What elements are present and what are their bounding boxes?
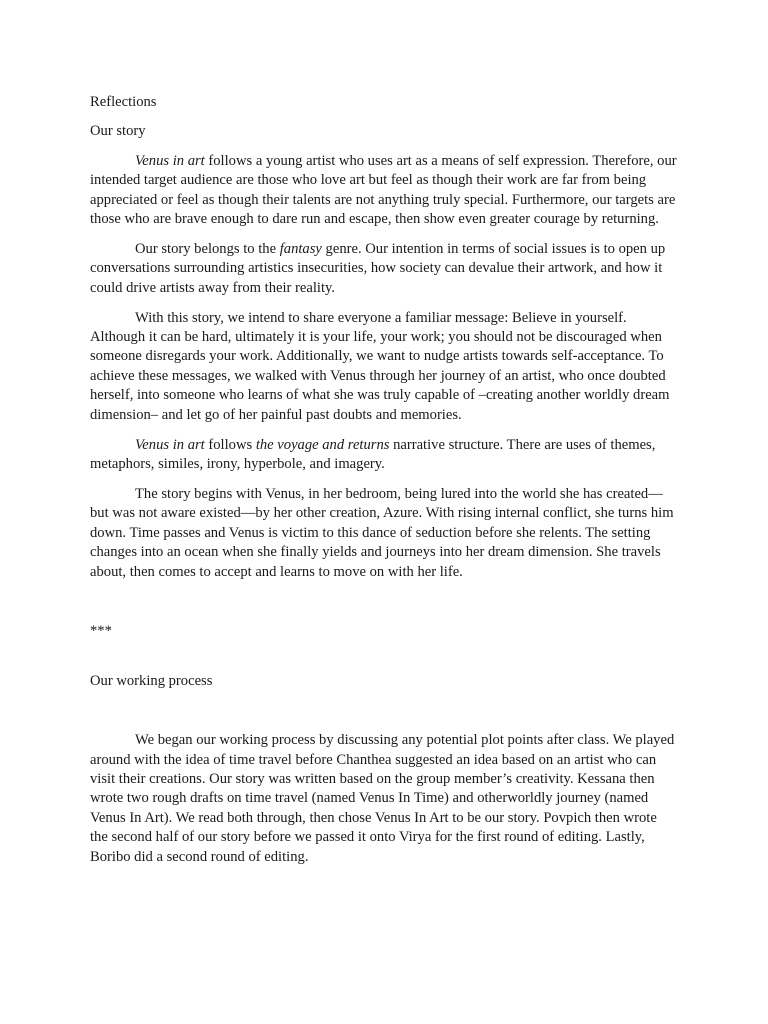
italic-text: fantasy	[279, 240, 322, 257]
text-run: follows	[204, 436, 256, 453]
document-title: Reflections	[90, 94, 157, 110]
body-paragraph	[90, 152, 678, 230]
body-paragraph	[90, 731, 678, 867]
spacer	[90, 701, 678, 731]
italic-text: Venus in art	[135, 436, 205, 453]
italic-text: Venus in art	[135, 152, 205, 169]
text-run: We began our working process by discussing any potential plot points after class. We played around with the idea of time travel before Chanthea suggested an idea based on an artist who can visit their creations. Our story was written based on the group member’s creativity. Kessana then wrote two rough drafts on time travel (named Venus In Time) and otherworldly journey (named Venus In Art). We read both through, then chose Venus In Art to be our story. Povpich then wrote the second half of our story before we passed it onto Virya for the first round of editing. Lastly, Boribo did a second round of editing.	[90, 732, 675, 865]
body-paragraph	[90, 309, 678, 425]
text-run: The story begins with Venus, in her bedroom, being lured into the world she has created—but was not aware existed—by her other creation, Azure. With rising internal conflict, she turns him down. Time passes and Venus is victim to this dance of seduction before she relents. The setting changes into an ocean when she finally yields and journeys into her dream dimension. She travels about, then comes to accept and learns to move on with her life.	[90, 485, 674, 580]
text-run: With this story, we intend to share everyone a familiar message: Believe in yourself. Although it can be hard, ultimately it is your life, your work; you should not be discouraged when someone disregards your work. Additionally, we want to nudge artists towards self-acceptance. To achieve these messages, we walked with Venus through her journey of an artist, who once doubted herself, into someone who learns of what she was truly capable of –creating another worldly dream dimension– and let go of her painful past doubts and memories.	[90, 309, 670, 423]
text-run: Our story belongs to the	[135, 240, 280, 257]
italic-text: the voyage and returns	[255, 436, 390, 453]
section-working-process	[90, 731, 678, 867]
section-heading-our-story: Our story	[90, 123, 146, 140]
section-separator: ***	[90, 623, 112, 640]
body-paragraph	[90, 240, 678, 298]
text-run: follows a young artist who uses art as a means of self expression. Therefore, our intended target audience are those who love art but feel as though their work are far from being appreciated or feel as though their talents are not anything truly special. Furthermore, our targets are those who are brave enough to dare run and escape, then show even greater courage by returning.	[90, 152, 677, 228]
section-heading-working-process: Our working process	[90, 672, 213, 689]
body-paragraph	[90, 436, 678, 475]
body-paragraph	[90, 485, 678, 582]
spacer	[90, 592, 678, 622]
section-our-story	[90, 152, 678, 582]
document-page	[90, 93, 678, 878]
spacer	[90, 642, 678, 672]
text-run: genre. Our intention in terms of social issues is to open up conversations surrounding artistics insecurities, how society can devalue their artwork, and how it could drive artists away from their reality.	[90, 240, 666, 296]
text-run: narrative structure. There are uses of themes, metaphors, similes, irony, hyperbole, and imagery.	[90, 436, 656, 472]
